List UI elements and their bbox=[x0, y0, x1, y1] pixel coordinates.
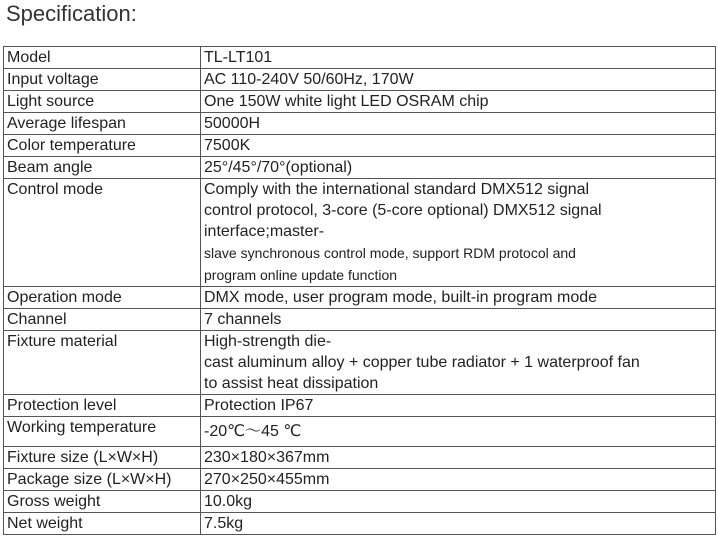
row-value: 7 channels bbox=[201, 309, 716, 331]
table-row bbox=[4, 417, 716, 447]
value-line: program online update function bbox=[204, 267, 398, 283]
row-label: Control mode bbox=[4, 179, 201, 287]
row-label: Package size (L×W×H) bbox=[4, 469, 201, 491]
row-label: Operation mode bbox=[4, 287, 201, 309]
row-label: Protection level bbox=[4, 395, 201, 417]
table-row bbox=[4, 447, 716, 469]
table-row bbox=[4, 309, 716, 331]
row-value bbox=[201, 331, 716, 395]
table-row bbox=[4, 395, 716, 417]
row-label: Net weight bbox=[4, 513, 201, 535]
value-line: interface;master- bbox=[204, 223, 325, 240]
table-row bbox=[4, 469, 716, 491]
row-value: 270×250×455mm bbox=[201, 469, 716, 491]
value-line: cast aluminum alloy + copper tube radiator + 1 waterproof fan bbox=[204, 354, 640, 371]
row-label: Gross weight bbox=[4, 491, 201, 513]
table-row bbox=[4, 287, 716, 309]
row-value bbox=[201, 179, 716, 287]
row-label: Average lifespan bbox=[4, 113, 201, 135]
row-value: AC 110-240V 50/60Hz, 170W bbox=[201, 69, 716, 91]
row-value: One 150W white light LED OSRAM chip bbox=[201, 91, 716, 113]
value-line: to assist heat dissipation bbox=[204, 375, 379, 392]
page-title: Specification: bbox=[6, 1, 137, 26]
row-value: 230×180×367mm bbox=[201, 447, 716, 469]
row-value: 10.0kg bbox=[201, 491, 716, 513]
row-value: DMX mode, user program mode, built-in program mode bbox=[201, 287, 716, 309]
row-value: 7500K bbox=[201, 135, 716, 157]
table-row bbox=[4, 513, 716, 535]
row-label: Working temperature bbox=[4, 417, 201, 447]
table-row bbox=[4, 179, 716, 287]
row-value: Protection IP67 bbox=[201, 395, 716, 417]
row-label: Fixture size (L×W×H) bbox=[4, 447, 201, 469]
row-label: Fixture material bbox=[4, 331, 201, 395]
row-value: -20℃～45 ℃ bbox=[201, 417, 716, 447]
table-row bbox=[4, 113, 716, 135]
row-label: Light source bbox=[4, 91, 201, 113]
value-line: slave synchronous control mode, support RDM protocol and bbox=[204, 245, 576, 261]
value-line: High-strength die- bbox=[204, 333, 332, 350]
table-row bbox=[4, 69, 716, 91]
value-line: control protocol, 3-core (5-core optional) DMX512 signal bbox=[204, 202, 602, 219]
table-row bbox=[4, 47, 716, 69]
row-value: 25°/45°/70°(optional) bbox=[201, 157, 716, 179]
table-row bbox=[4, 157, 716, 179]
row-value: 50000H bbox=[201, 113, 716, 135]
row-label: Model bbox=[4, 47, 201, 69]
row-label: Beam angle bbox=[4, 157, 201, 179]
row-label: Input voltage bbox=[4, 69, 201, 91]
table-row bbox=[4, 331, 716, 395]
spec-table bbox=[3, 46, 716, 535]
table-row bbox=[4, 491, 716, 513]
row-label: Channel bbox=[4, 309, 201, 331]
row-label: Color temperature bbox=[4, 135, 201, 157]
row-value: 7.5kg bbox=[201, 513, 716, 535]
value-line: Comply with the international standard DMX512 signal bbox=[204, 181, 590, 198]
table-row bbox=[4, 91, 716, 113]
row-value: TL-LT101 bbox=[201, 47, 716, 69]
table-row bbox=[4, 135, 716, 157]
